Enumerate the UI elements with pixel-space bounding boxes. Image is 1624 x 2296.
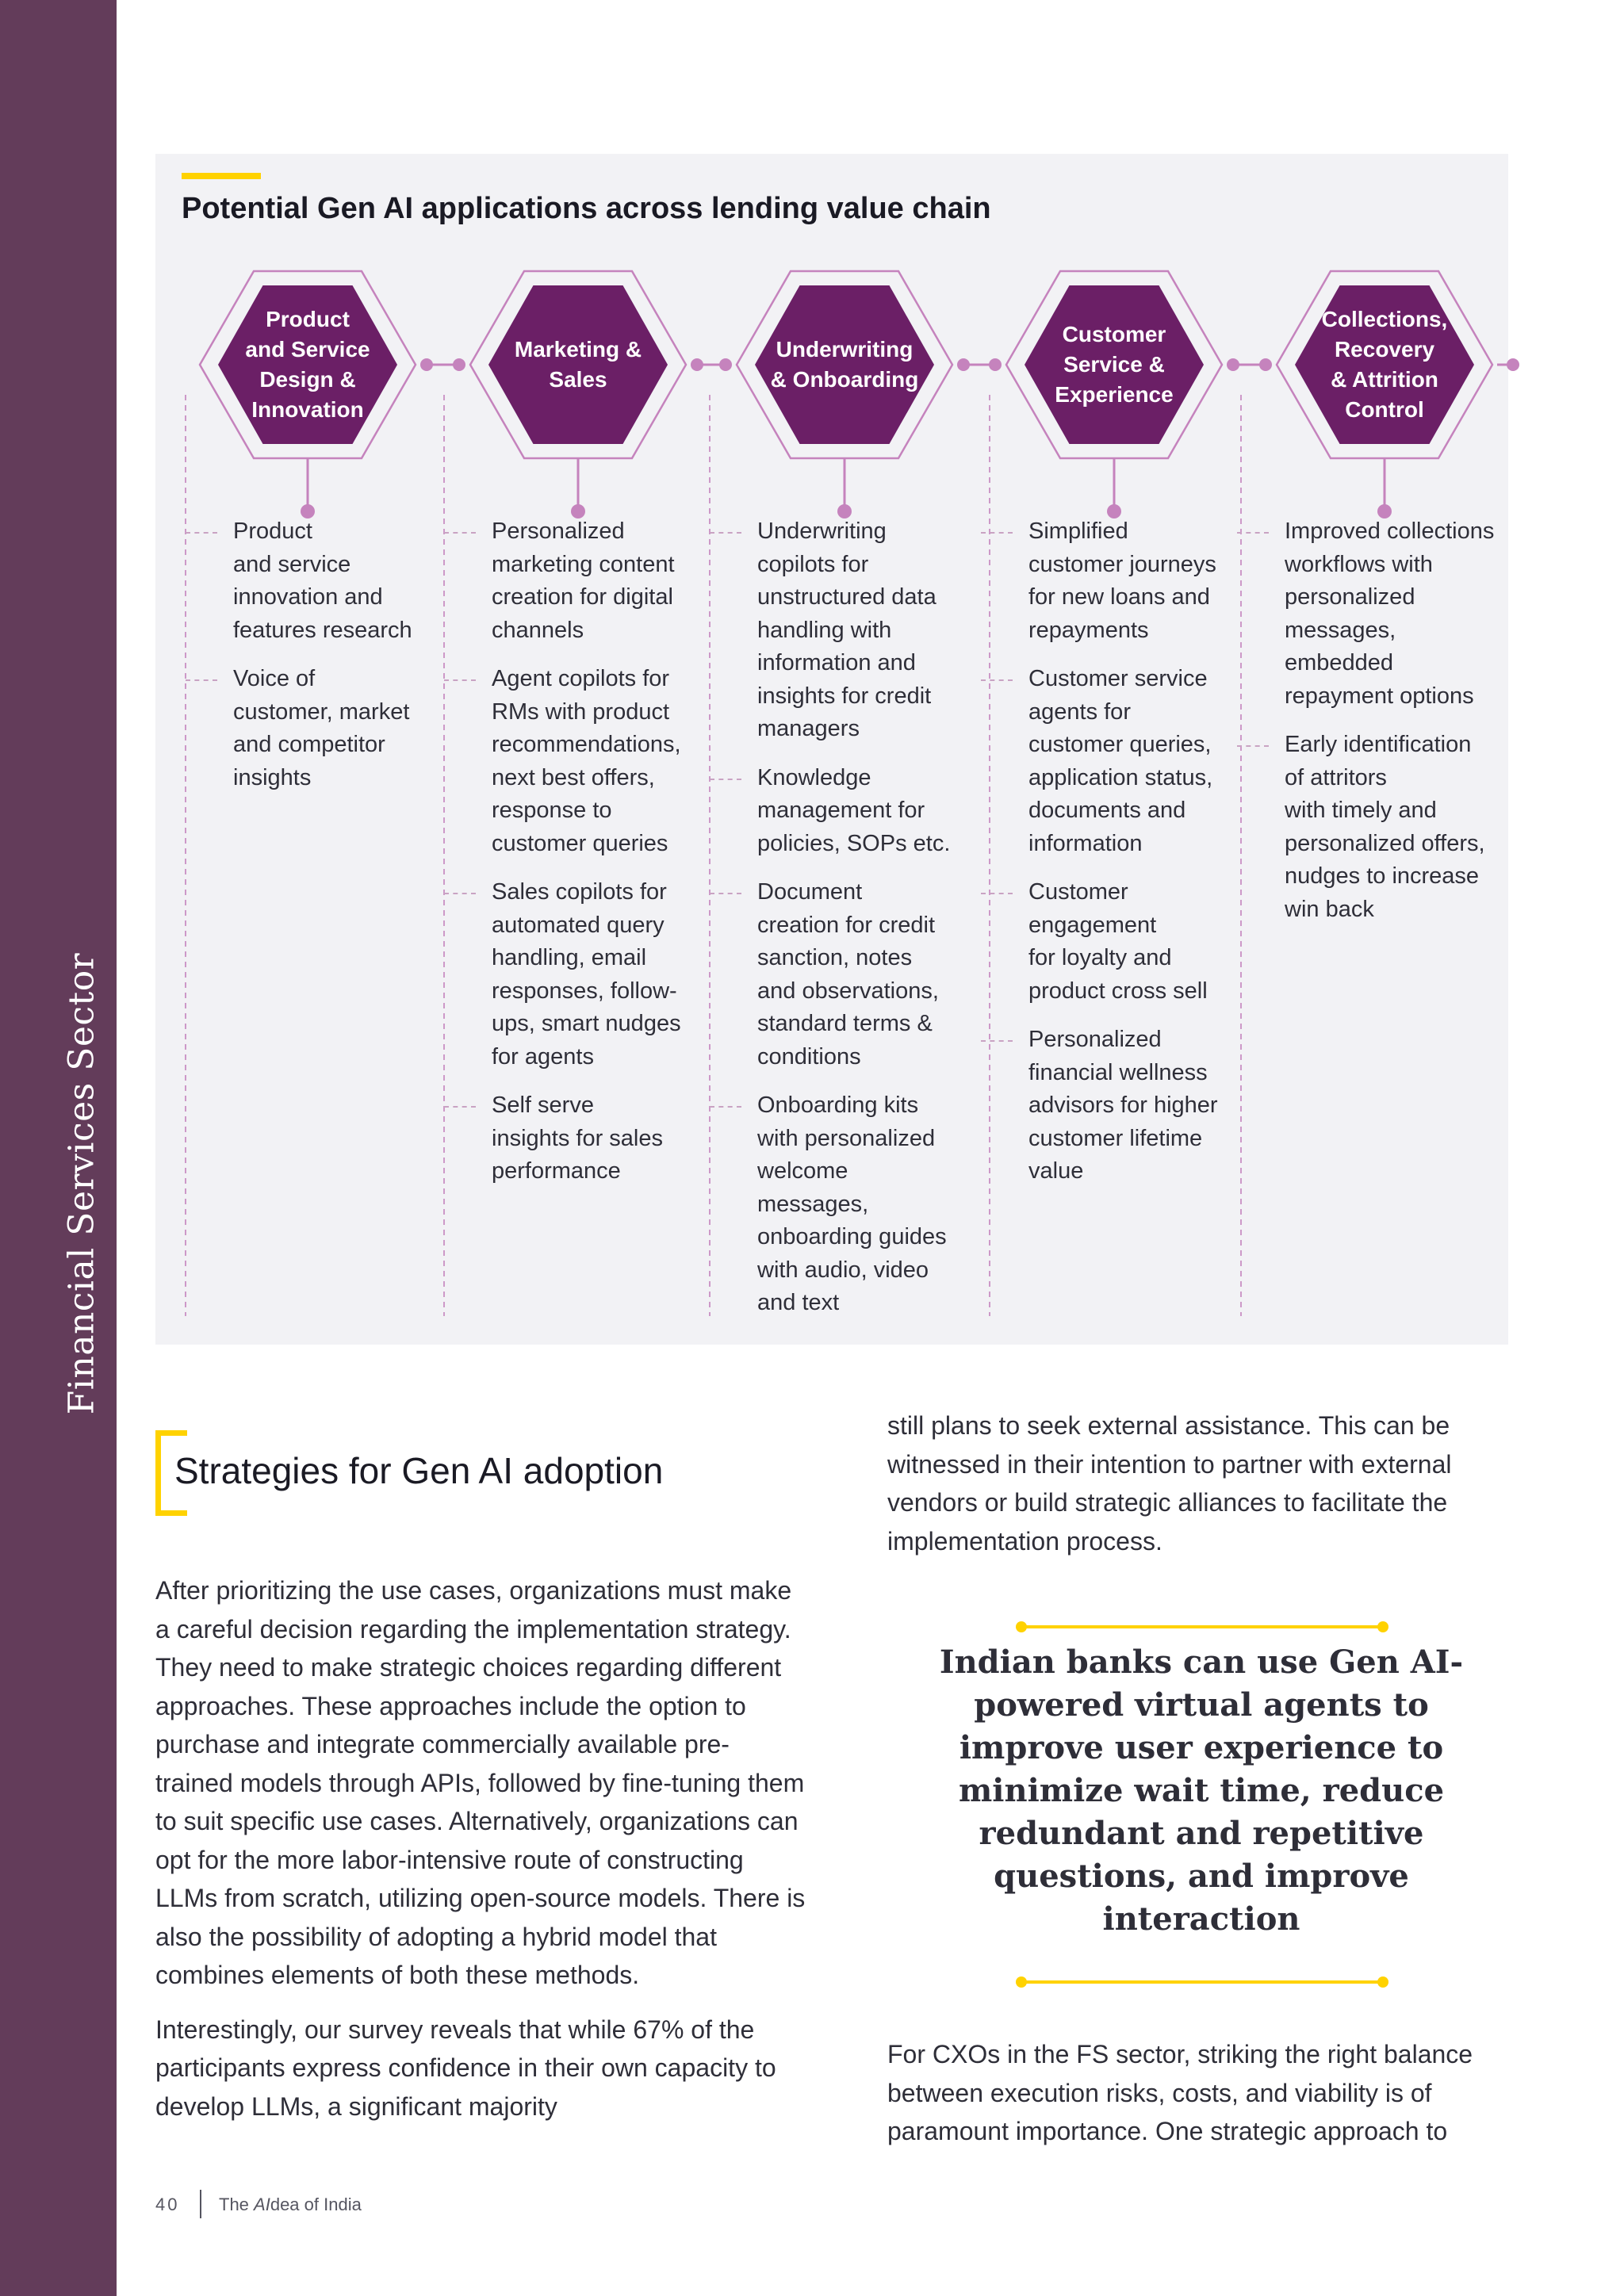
stage-label-line: Control [1345, 397, 1424, 422]
right-column-top [887, 1406, 1514, 1576]
item-dash-marker [981, 893, 1013, 894]
stage-items-column [492, 515, 690, 1204]
publication-title-prefix: The [219, 2195, 255, 2214]
stage-item-line: Personalized [492, 519, 625, 544]
stage-label-line: Recovery [1334, 337, 1435, 362]
stage-item-line: Early identification [1285, 732, 1472, 757]
stage-item [757, 876, 956, 1073]
publication-title-ai: AI [254, 2195, 270, 2214]
stage-item-line: response to [492, 798, 612, 823]
stage-label-line: Service & [1063, 352, 1165, 377]
connector-dot [989, 358, 1002, 371]
stage-item-line: customer queries [492, 830, 668, 856]
stage-item-line: standard terms & [757, 1011, 933, 1036]
connector-dot [420, 358, 433, 371]
page-number: 40 [155, 2195, 180, 2214]
right-paragraph-1: still plans to seek external assistance. This can be witnessed in their intention to partner with external vendors or build strategic alliances to facilitate the implementation process. [887, 1411, 1452, 1556]
stage-item [757, 515, 956, 746]
stage-item-line: Improved collections [1285, 519, 1495, 544]
stage-item-line: documents and [1028, 798, 1186, 823]
item-dash-marker [710, 532, 741, 534]
stage-item-line: repayments [1028, 617, 1149, 643]
stage-item-line: financial wellness [1028, 1059, 1208, 1085]
stage-item-line: RMs with product [492, 698, 670, 725]
quote-top-dot-right [1377, 1621, 1388, 1632]
item-dash-marker [981, 532, 1013, 534]
left-column-text [155, 1571, 806, 2141]
stage-item [757, 1089, 956, 1320]
stage-item [1285, 515, 1507, 713]
stage-item-line: Document [757, 879, 863, 905]
stage-label-line: Sales [549, 367, 607, 392]
stage-item-line: welcome messages, [757, 1158, 869, 1217]
stage-item-line: handling with [757, 617, 892, 643]
stage-item-line: of attritors [1285, 764, 1387, 790]
item-dash-marker [186, 532, 217, 534]
item-dash-marker [186, 679, 217, 681]
stage-item [1028, 515, 1227, 647]
stage-label-line: Innovation [251, 397, 364, 422]
stage-label-line: Customer [1062, 322, 1166, 346]
stage-item [492, 1089, 690, 1188]
stage-item-line: marketing content [492, 551, 675, 577]
stage-item-line: Self serve [492, 1093, 594, 1118]
stage-item-line: Customer [1028, 879, 1128, 905]
item-dash-marker [444, 679, 476, 681]
connector-dot [1227, 358, 1239, 371]
item-dash-marker [444, 1106, 476, 1108]
quote-top-rule [1021, 1625, 1383, 1628]
stage-item-line: workflows with [1285, 551, 1433, 577]
stage-label [495, 335, 661, 395]
stage-item-line: automated query [492, 912, 665, 938]
stage-item [492, 663, 690, 860]
stage-item-line: and service [233, 551, 351, 577]
stage-item-line: policies, SOPs etc. [757, 830, 951, 856]
stage-item-line: features research [233, 617, 412, 643]
sidebar-section-label: Financial Services Sector [61, 952, 102, 1415]
stage-label-line: & Onboarding [770, 367, 919, 392]
stage-item-line: for loyalty and [1028, 945, 1172, 970]
stage-label-line: Experience [1055, 382, 1174, 407]
stage-items-column [1028, 515, 1227, 1204]
stage-item-line: product cross sell [1028, 978, 1208, 1004]
stage-item-line: messages, [1285, 617, 1396, 643]
stage-item-line: management for [757, 798, 925, 823]
stage-item-line: embedded [1285, 650, 1394, 675]
stage-item-line: conditions [757, 1043, 861, 1070]
right-column-bottom [887, 2035, 1514, 2167]
stage-item-line: personalized offers, [1285, 830, 1485, 856]
stage-item-line: customer lifetime [1028, 1125, 1203, 1151]
stage-item-line: Simplified [1028, 519, 1128, 544]
stage-item-line: customer queries, [1028, 732, 1212, 757]
stage-item-line: agents for [1028, 698, 1131, 725]
stage-item [233, 515, 431, 647]
stage-item-line: insights for sales [492, 1125, 663, 1151]
stage-item [1028, 1024, 1227, 1188]
stage-item-line: insights for credit [757, 683, 932, 709]
stage-label [1301, 304, 1468, 425]
stage-item-line: win back [1285, 896, 1374, 922]
stage-item-line: Personalized [1028, 1027, 1162, 1052]
stage-item-line: nudges to increase [1285, 863, 1480, 889]
stage-item-line: information [1028, 830, 1143, 856]
item-dash-marker [710, 893, 741, 894]
stage-label-line: Marketing & [514, 337, 642, 362]
item-dash-marker [981, 1040, 1013, 1042]
stage-item-line: for new loans and [1028, 584, 1210, 610]
stage-item-line: engagement [1028, 912, 1157, 938]
quote-bottom-rule [1021, 1980, 1383, 1984]
stage-item-line: unstructured data [757, 584, 936, 610]
stage-label-line: Product [266, 307, 350, 331]
footer-divider [200, 2190, 201, 2218]
stage-item-line: with timely and [1285, 798, 1437, 823]
stage-item-line: with personalized [757, 1125, 936, 1151]
stage-label-line: Underwriting [776, 337, 914, 362]
stage-item-line: Knowledge [757, 764, 871, 790]
stage-label-line: & Attrition [1331, 367, 1438, 392]
publication-title [219, 2195, 362, 2215]
item-dash-marker [710, 779, 741, 780]
pull-quote: Indian banks can use Gen AI-powered virtual agents to improve user experience to minimize wait time, reduce redundant and repetitive questions, and improve interaction [939, 1644, 1464, 1938]
stage-label [761, 335, 928, 395]
stage-item-line: advisors for higher [1028, 1093, 1218, 1118]
stage-item [1028, 663, 1227, 860]
publication-title-suffix: dea of India [270, 2195, 362, 2214]
stage-item-line: channels [492, 617, 584, 643]
stage-item-line: onboarding guides [757, 1224, 947, 1249]
stage-item [1028, 876, 1227, 1008]
panel-title: Potential Gen AI applications across lending value chain [182, 192, 991, 225]
stage-item-line: Agent copilots for [492, 666, 670, 691]
stage-items-column [233, 515, 431, 810]
item-dash-marker [444, 893, 476, 894]
stage-item-line: repayment options [1285, 683, 1474, 709]
stage-item-line: responses, follow- [492, 978, 677, 1004]
stage-item-line: managers [757, 716, 860, 741]
item-dash-marker [444, 532, 476, 534]
stage-item-line: Voice of [233, 666, 316, 691]
stage-item-line: Onboarding kits [757, 1093, 919, 1118]
stage-item-line: performance [492, 1158, 621, 1184]
stage-item-line: Underwriting [757, 519, 887, 544]
stage-item-line: next best offers, [492, 764, 655, 790]
item-dash-marker [710, 1106, 741, 1108]
stage-item-line: copilots for [757, 551, 869, 577]
stage-item [492, 876, 690, 1073]
connector-dot [1259, 358, 1272, 371]
stage-item [757, 762, 956, 861]
stage-item-line: and observations, [757, 978, 939, 1004]
item-dash-marker [1237, 745, 1269, 747]
stage-item-line: innovation and [233, 584, 383, 610]
stage-item-line: sanction, notes [757, 945, 913, 970]
stage-items-column [1285, 515, 1507, 942]
stage-label [224, 304, 391, 425]
quote-bottom-dot-right [1377, 1976, 1388, 1988]
connector-dot [1507, 358, 1519, 371]
stage-item-line: with audio, video [757, 1257, 929, 1283]
stage-label-line: and Service [245, 337, 370, 362]
stage-item-line: customer journeys [1028, 551, 1216, 577]
stage-item-line: handling, email [492, 945, 647, 970]
stage-item-line: creation for credit [757, 912, 936, 938]
stage-item-line: for agents [492, 1043, 594, 1070]
stage-item-line: and competitor [233, 732, 385, 757]
stage-label [1031, 320, 1197, 410]
connector-dot [957, 358, 970, 371]
stage-item-line: personalized [1285, 584, 1415, 610]
stage-item-line: recommendations, [492, 732, 681, 757]
right-paragraph-2: For CXOs in the FS sector, striking the right balance between execution risks, costs, and viability is of paramount importance. One strategic approach to [887, 2040, 1473, 2145]
stage-item-line: and text [757, 1290, 840, 1315]
stage-label-line: Collections, [1321, 307, 1448, 331]
connector-dot [691, 358, 703, 371]
connector-dot [719, 358, 732, 371]
left-paragraph-1: After prioritizing the use cases, organizations must make a careful decision regarding the implementation strategy. They need to make strategic choices regarding different approaches. These approaches include the option to purchase and integrate commercially available pre-trained models through APIs, followed by fine-tuning them to suit specific use cases. Alternatively, organizations can opt for the more labor-intensive route of constructing LLMs from scratch, utilizing open-source models. There is also the possibility of adopting a hybrid model that combines elements of both these methods. [155, 1576, 806, 1989]
stage-item-line: creation for digital [492, 584, 673, 610]
stage-item [1285, 729, 1507, 926]
stage-item-line: ups, smart nudges [492, 1011, 681, 1036]
item-dash-marker [981, 679, 1013, 681]
stage-item-line: Customer service [1028, 666, 1208, 691]
stage-item-line: application status, [1028, 764, 1213, 790]
stage-item-line: Sales copilots for [492, 879, 667, 905]
stage-item-line: Product [233, 519, 312, 544]
stage-items-column [757, 515, 956, 1336]
stage-item-line: information and [757, 650, 916, 675]
left-paragraph-2: Interestingly, our survey reveals that while 67% of the participants express confidence in their own capacity to develop LLMs, a significant majority [155, 2015, 776, 2121]
stage-item [233, 663, 431, 794]
stage-item [492, 515, 690, 647]
stage-item-line: customer, market [233, 698, 410, 725]
stage-label-line: Design & [259, 367, 356, 392]
item-dash-marker [1237, 532, 1269, 534]
stage-item-line: insights [233, 764, 312, 790]
section-heading: Strategies for Gen AI adoption [174, 1450, 664, 1491]
stage-item-line: value [1028, 1158, 1084, 1184]
connector-dot [453, 358, 465, 371]
